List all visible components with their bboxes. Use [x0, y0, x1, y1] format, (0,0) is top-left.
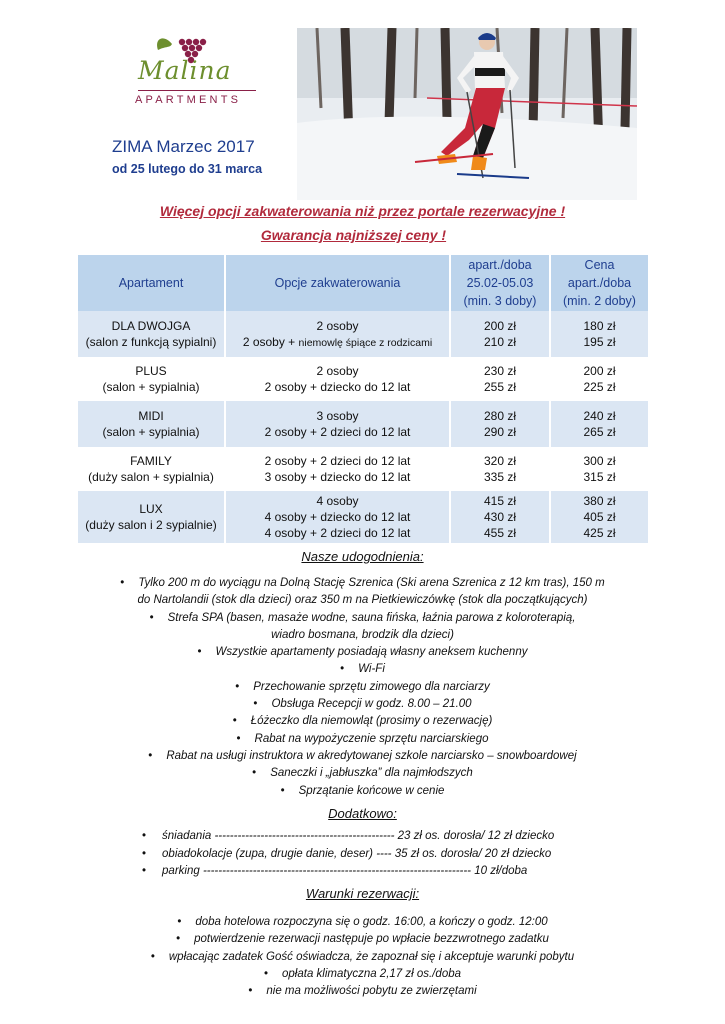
price-value: 200 zł — [583, 364, 616, 378]
option-line: 4 osoby + 2 dzieci do 12 lat — [264, 526, 411, 540]
price-cell — [551, 447, 648, 491]
list-item — [0, 949, 725, 966]
list-item — [0, 914, 725, 931]
header-price-1-line: apart./doba — [468, 258, 532, 272]
price-value: 225 zł — [583, 380, 616, 394]
price-cell — [551, 357, 648, 401]
price-cell — [551, 311, 648, 357]
price-cell — [551, 491, 648, 543]
list-item-text: Łóżeczko dla niemowląt (prosimy o rezerwację) — [250, 715, 493, 728]
list-item — [0, 748, 725, 765]
list-item-text: Strefa SPA (basen, masaże wodne, sauna fińska, łaźnia parowa z koloroterapią, — [167, 611, 576, 624]
list-item-text: Wi-Fi — [358, 663, 385, 676]
option-line: 2 osoby + dziecko do 12 lat — [264, 380, 411, 394]
apartment-name: PLUS — [135, 364, 167, 378]
header-price-2-line: apart./doba — [567, 276, 632, 290]
options-cell — [226, 357, 451, 401]
amenities-title: Nasze udogodnienia: — [301, 549, 424, 564]
apartment-name: DLA DWOJGA — [111, 319, 191, 333]
apartment-name: FAMILY — [130, 454, 172, 468]
option-line: 2 osoby + — [242, 334, 299, 349]
price-value: 240 zł — [583, 409, 616, 423]
promo-line-1: Więcej opcji zakwaterowania niż przez portale rezerwacyjne ! — [159, 203, 566, 219]
price-cell — [451, 357, 551, 401]
skier-photo — [297, 28, 637, 200]
list-item — [0, 931, 725, 948]
table-row — [78, 491, 648, 543]
list-item-text: nie ma możliwości pobytu ze zwierzętami — [266, 985, 477, 998]
promo-line-2: Gwarancja najniższej ceny ! — [260, 227, 447, 243]
price-cell — [451, 311, 551, 357]
list-item — [0, 661, 725, 678]
apartment-desc: (salon z funkcją sypialni) — [85, 335, 217, 349]
list-item-text: śniadania ----------------------------------------------- 23 zł os. dorosła/ 12 zł dziecko — [162, 830, 555, 842]
list-item — [142, 846, 612, 864]
season-dates: od 25 lutego do 31 marca — [112, 162, 263, 176]
option-line: 4 osoby — [316, 494, 359, 508]
price-value: 300 zł — [583, 454, 616, 468]
list-item — [0, 765, 725, 782]
price-cell — [551, 401, 648, 447]
list-item — [0, 679, 725, 696]
list-item — [0, 610, 725, 645]
list-item — [142, 863, 612, 881]
header-price-2-line: Cena — [584, 258, 615, 272]
list-item — [142, 828, 612, 846]
list-item-text: Rabat na wypożyczenie sprzętu narciarskiego — [254, 732, 489, 745]
option-line: 3 osoby — [316, 409, 359, 423]
header-apartment: Apartament — [78, 255, 226, 311]
list-item-text: wiadro bosmana, brodzik dla dzieci) — [271, 628, 454, 641]
price-value: 265 zł — [583, 425, 616, 439]
list-item-text: Saneczki i „jabłuszka” dla najmłodszych — [270, 767, 473, 780]
option-note: niemowlę śpiące z rodzicami — [298, 336, 433, 349]
logo-subtitle: APARTMENTS — [135, 94, 242, 106]
price-value: 180 zł — [583, 319, 616, 333]
list-item — [0, 783, 725, 800]
apartment-cell — [78, 491, 226, 543]
table-row — [78, 447, 648, 491]
extras-list — [142, 828, 612, 881]
list-item-text: do Nartolandii (stok dla dzieci) oraz 350 m na Pietkiewiczówkę (stok dla początkujących) — [137, 594, 588, 607]
price-value: 455 zł — [483, 526, 517, 540]
price-value: 280 zł — [483, 409, 517, 423]
table-row — [78, 401, 648, 447]
options-cell — [226, 447, 451, 491]
list-item-text: obiadokolacje (zupa, drugie danie, deser) ---- 35 zł os. dorosła/ 20 zł dziecko — [162, 847, 552, 860]
list-item-text: wpłacając zadatek Gość oświadcza, że zapoznał się i akceptuje warunki pobytu — [168, 950, 575, 963]
header-price-1 — [451, 255, 551, 311]
price-value: 200 zł — [483, 319, 517, 333]
list-item — [0, 731, 725, 748]
table-header-row — [78, 255, 648, 311]
list-item-text: Rabat na usługi instruktora w akredytowanej szkole narciarsko – snowboardowej — [166, 749, 577, 762]
apartment-cell — [78, 357, 226, 401]
price-value: 405 zł — [583, 510, 616, 524]
price-cell — [451, 491, 551, 543]
season-title: ZIMA Marzec 2017 — [112, 137, 255, 156]
list-item-text: potwierdzenie rezerwacji następuje po wpłacie bezzwrotnego zadatku — [194, 933, 549, 946]
list-item — [0, 644, 725, 661]
option-line: 2 osoby — [316, 364, 359, 378]
apartment-desc: (salon + sypialnia) — [102, 425, 200, 439]
price-table — [78, 255, 648, 543]
price-value: 230 zł — [483, 364, 517, 378]
list-item-text: parking ---------------------------------------------------------------------- 10 zł/doba — [162, 865, 528, 877]
price-value: 195 zł — [583, 335, 616, 349]
apartment-name: LUX — [139, 502, 163, 516]
list-item-text: Obsługa Recepcji w godz. 8.00 – 21.00 — [271, 698, 472, 711]
logo-wordmark: Malina — [138, 56, 232, 85]
apartment-cell — [78, 401, 226, 447]
price-value: 380 zł — [583, 494, 616, 508]
price-cell — [451, 401, 551, 447]
list-item-text: Przechowanie sprzętu zimowego dla narciarzy — [253, 680, 490, 693]
apartment-desc: (duży salon i 2 sypialnie) — [85, 518, 217, 532]
header-price-2-line: (min. 2 doby) — [563, 294, 636, 308]
option-line: 4 osoby + dziecko do 12 lat — [264, 510, 411, 524]
extras-title: Dodatkowo: — [328, 806, 397, 821]
list-item — [0, 713, 725, 730]
price-cell — [451, 447, 551, 491]
price-value: 335 zł — [483, 470, 517, 484]
list-item — [0, 696, 725, 713]
list-item-text: Wszystkie apartamenty posiadają własny aneksem kuchenny — [215, 646, 528, 659]
option-line: 2 osoby — [316, 318, 359, 333]
price-value: 320 zł — [483, 454, 517, 468]
list-item — [0, 575, 725, 610]
option-line: 2 osoby + 2 dzieci do 12 lat — [264, 425, 411, 439]
header-options: Opcje zakwaterowania — [226, 255, 451, 311]
apartment-cell — [78, 311, 226, 357]
table-row — [78, 357, 648, 401]
options-cell — [226, 401, 451, 447]
option-line: 2 osoby + 2 dzieci do 12 lat — [264, 454, 411, 468]
apartment-desc: (duży salon + sypialnia) — [88, 470, 214, 484]
apartment-cell — [78, 447, 226, 491]
price-value: 255 zł — [483, 380, 517, 394]
options-cell — [226, 491, 451, 543]
option-line: 3 osoby + dziecko do 12 lat — [264, 470, 411, 484]
header-price-2 — [551, 255, 648, 311]
list-item-text: Tylko 200 m do wyciągu na Dolną Stację Szrenica (Ski arena Szrenica z 12 km tras), 150 m — [138, 577, 605, 589]
amenities-list — [0, 575, 725, 800]
options-cell — [226, 311, 451, 357]
price-value: 290 zł — [483, 425, 517, 439]
table-row — [78, 311, 648, 357]
apartment-desc: (salon + sypialnia) — [102, 380, 200, 394]
list-item-text: doba hotelowa rozpoczyna się o godz. 16:00, a kończy o godz. 12:00 — [195, 916, 548, 928]
price-value: 430 zł — [483, 510, 517, 524]
price-value: 425 zł — [583, 526, 616, 540]
brand-logo — [128, 30, 258, 110]
price-value: 415 zł — [483, 494, 517, 508]
list-item — [0, 966, 725, 983]
header-price-1-line: (min. 3 doby) — [463, 294, 537, 308]
terms-list — [0, 914, 725, 1000]
header-price-1-line: 25.02-05.03 — [466, 276, 534, 290]
price-value: 315 zł — [583, 470, 616, 484]
price-value: 210 zł — [483, 335, 517, 349]
terms-title: Warunki rezerwacji: — [305, 886, 420, 901]
list-item-text: Sprzątanie końcowe w cenie — [298, 784, 445, 797]
list-item — [0, 983, 725, 1000]
list-item-text: opłata klimatyczna 2,17 zł os./doba — [282, 967, 462, 980]
apartment-name: MIDI — [138, 409, 164, 423]
logo-divider — [138, 90, 256, 91]
